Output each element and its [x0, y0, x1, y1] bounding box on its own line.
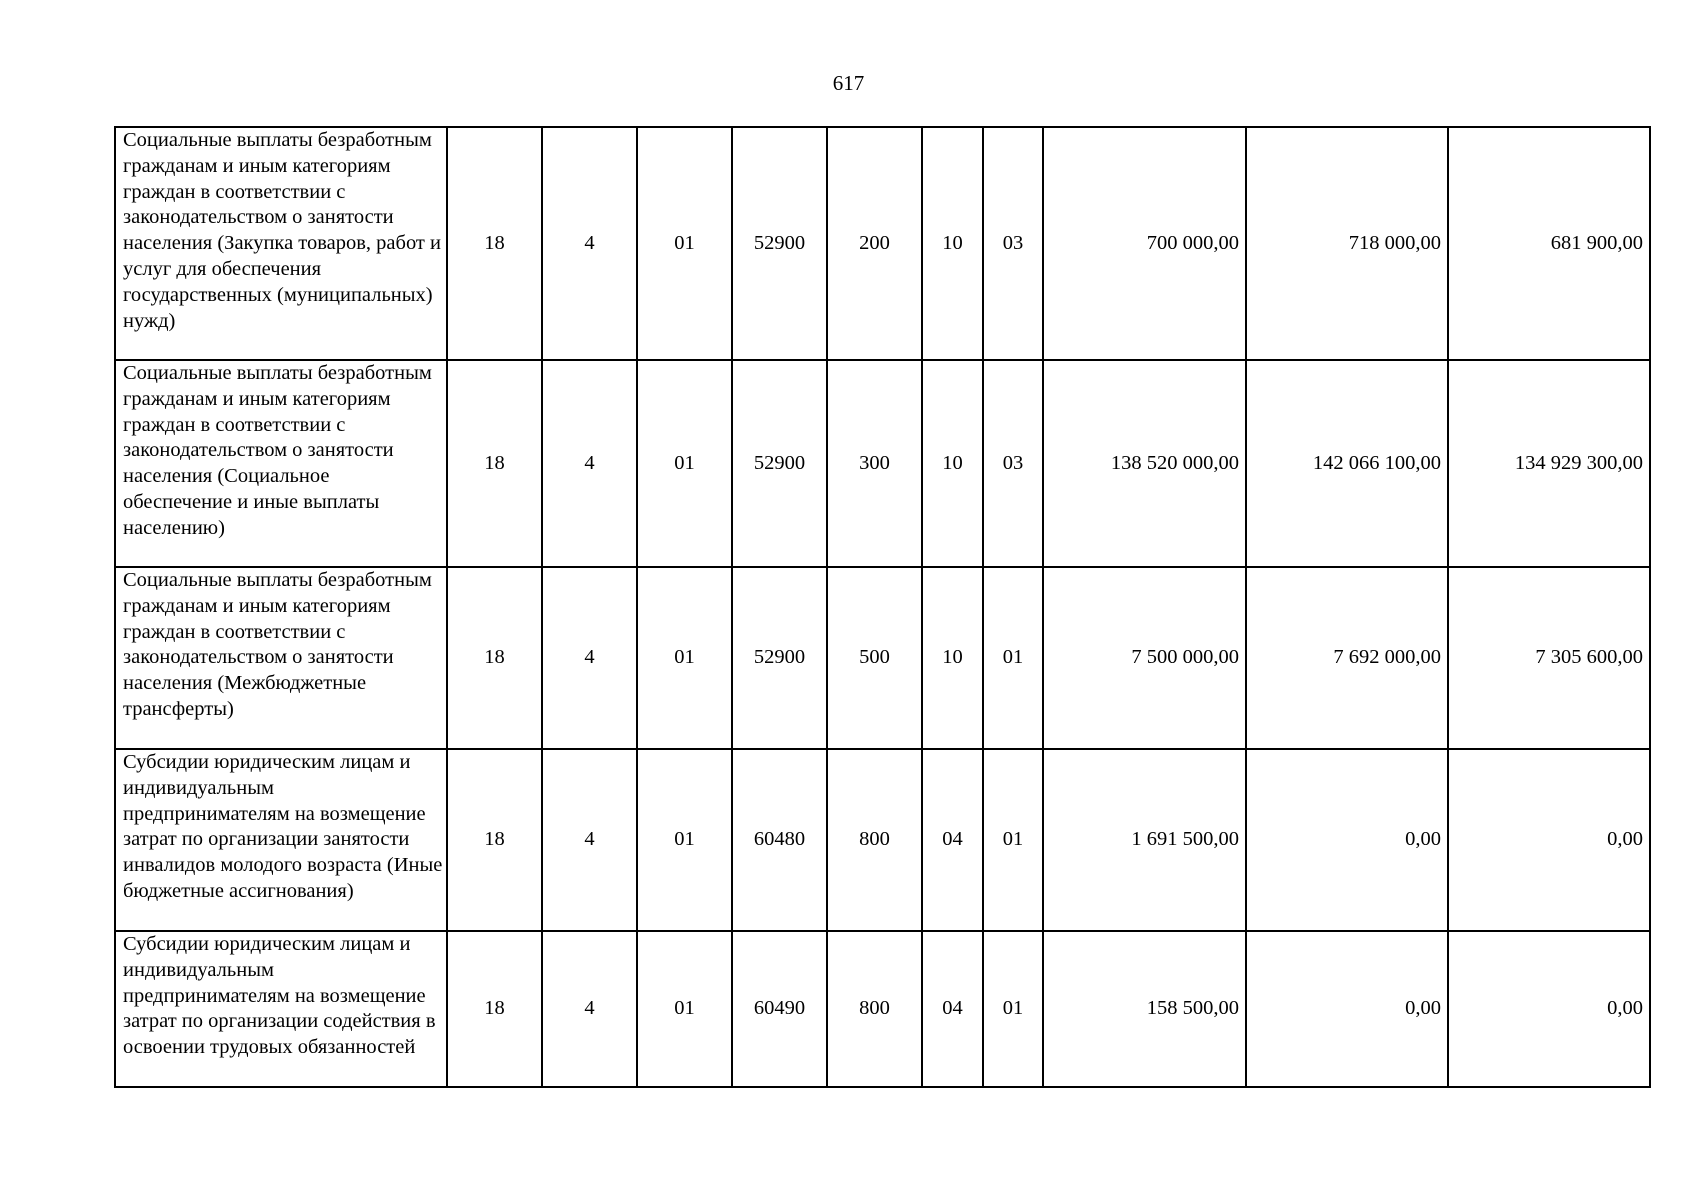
- code-cell: 10: [922, 360, 983, 567]
- amount-year-3: 0,00: [1448, 749, 1650, 931]
- table-row: [115, 360, 1650, 567]
- code-cell: 4: [542, 749, 637, 931]
- code-cell: 03: [983, 127, 1043, 360]
- table-row: [115, 931, 1650, 1087]
- code-cell: 52900: [732, 360, 827, 567]
- code-cell: 60480: [732, 749, 827, 931]
- amount-year-2: 7 692 000,00: [1246, 567, 1448, 749]
- code-cell: 500: [827, 567, 922, 749]
- amount-year-3: 681 900,00: [1448, 127, 1650, 360]
- code-cell: 800: [827, 749, 922, 931]
- row-description: Субсидии юридическим лицам и индивидуальным предпринимателям на возмещение затрат по организации занятости инвалидов молодого возраста (Иные бюджетные ассигнования): [115, 749, 447, 931]
- code-cell: 01: [983, 567, 1043, 749]
- code-cell: 01: [637, 749, 732, 931]
- page-number: 617: [832, 71, 865, 95]
- code-cell: 01: [637, 360, 732, 567]
- code-cell: 300: [827, 360, 922, 567]
- amount-year-2: 0,00: [1246, 749, 1448, 931]
- table-row: [115, 567, 1650, 749]
- table-row: [115, 749, 1650, 931]
- code-cell: 18: [447, 749, 542, 931]
- code-cell: 4: [542, 931, 637, 1087]
- amount-year-1: 158 500,00: [1043, 931, 1246, 1087]
- row-description: Социальные выплаты безработным гражданам и иным категориям граждан в соответствии с законодательством о занятости населения (Закупка товаров, работ и услуг для обеспечения государственных (муниципальных) нужд): [115, 127, 447, 360]
- code-cell: 800: [827, 931, 922, 1087]
- amount-year-1: 1 691 500,00: [1043, 749, 1246, 931]
- code-cell: 200: [827, 127, 922, 360]
- code-cell: 18: [447, 127, 542, 360]
- amount-year-3: 7 305 600,00: [1448, 567, 1650, 749]
- code-cell: 01: [637, 567, 732, 749]
- code-cell: 52900: [732, 567, 827, 749]
- amount-year-2: 718 000,00: [1246, 127, 1448, 360]
- code-cell: 01: [637, 127, 732, 360]
- code-cell: 4: [542, 360, 637, 567]
- amount-year-1: 138 520 000,00: [1043, 360, 1246, 567]
- code-cell: 04: [922, 749, 983, 931]
- code-cell: 18: [447, 360, 542, 567]
- code-cell: 01: [983, 931, 1043, 1087]
- code-cell: 10: [922, 567, 983, 749]
- code-cell: 04: [922, 931, 983, 1087]
- amount-year-1: 7 500 000,00: [1043, 567, 1246, 749]
- amount-year-1: 700 000,00: [1043, 127, 1246, 360]
- code-cell: 52900: [732, 127, 827, 360]
- row-description: Субсидии юридическим лицам и индивидуальным предпринимателям на возмещение затрат по организации содействия в освоении трудовых обязанностей: [115, 931, 447, 1087]
- code-cell: 01: [983, 749, 1043, 931]
- row-description: Социальные выплаты безработным гражданам и иным категориям граждан в соответствии с законодательством о занятости населения (Межбюджетные трансферты): [115, 567, 447, 749]
- code-cell: 4: [542, 127, 637, 360]
- code-cell: 18: [447, 931, 542, 1087]
- amount-year-2: 142 066 100,00: [1246, 360, 1448, 567]
- code-cell: 01: [637, 931, 732, 1087]
- amount-year-3: 134 929 300,00: [1448, 360, 1650, 567]
- code-cell: 10: [922, 127, 983, 360]
- budget-table: [114, 126, 1651, 1088]
- code-cell: 03: [983, 360, 1043, 567]
- code-cell: 18: [447, 567, 542, 749]
- amount-year-2: 0,00: [1246, 931, 1448, 1087]
- amount-year-3: 0,00: [1448, 931, 1650, 1087]
- code-cell: 4: [542, 567, 637, 749]
- table-row: [115, 127, 1650, 360]
- row-description: Социальные выплаты безработным гражданам и иным категориям граждан в соответствии с законодательством о занятости населения (Социальное обеспечение и иные выплаты населению): [115, 360, 447, 567]
- code-cell: 60490: [732, 931, 827, 1087]
